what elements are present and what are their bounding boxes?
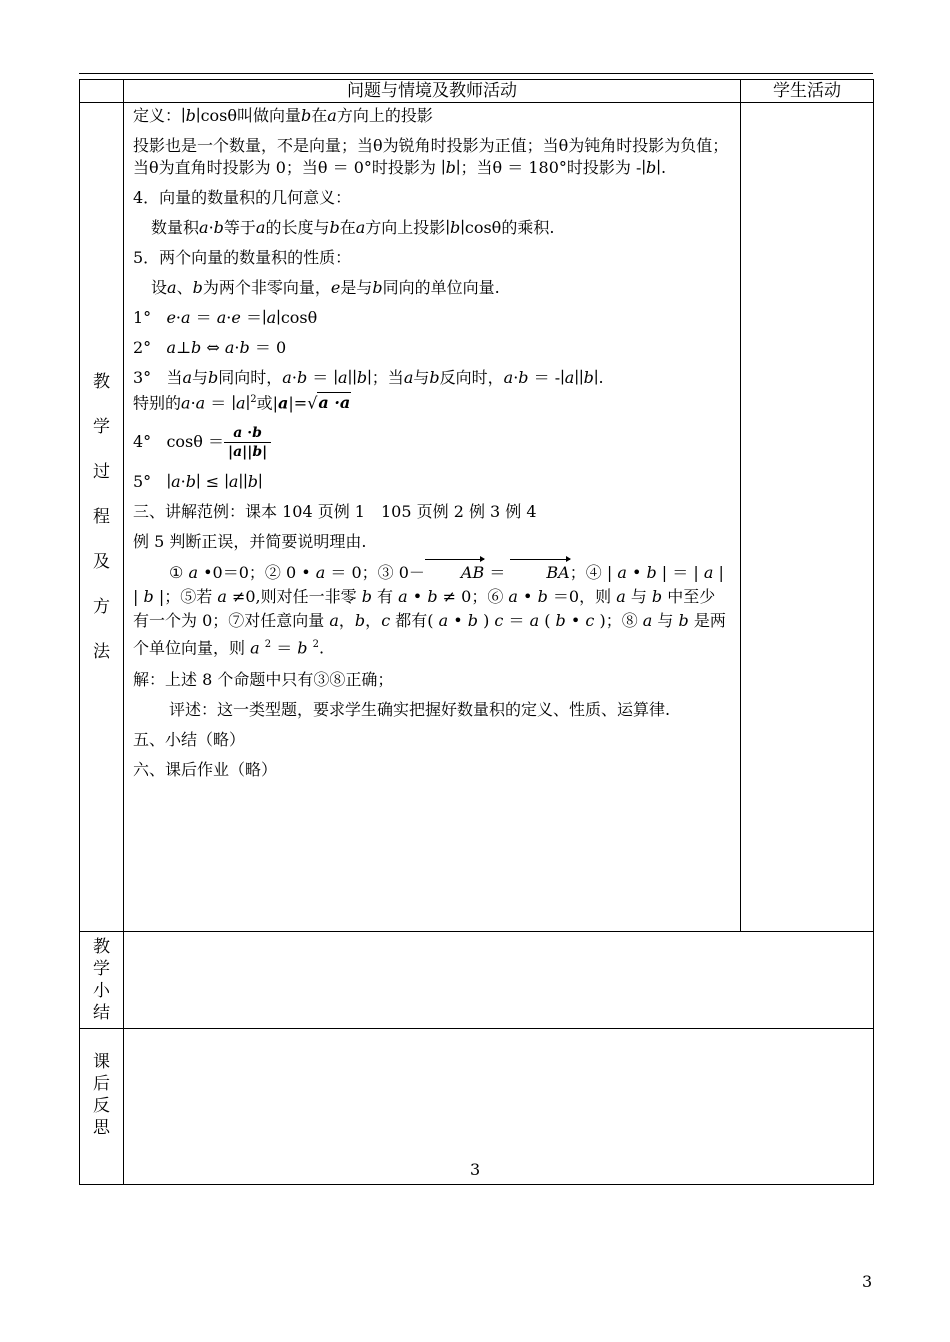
page-number-center: 3 — [470, 1160, 481, 1179]
lesson-plan-table — [79, 79, 874, 1185]
geometry-text: 数量积a·b等于a的长度与b在a方向上投影∣b∣cosθ的乘积. — [151, 218, 555, 237]
property-1: 1° e·a ＝ a·e ＝∣a∣cosθ — [133, 308, 318, 327]
header-main: 问题与情境及教师活动 — [124, 80, 741, 103]
property-4: 4° cosθ ＝ $\frac{a \cdot b}{|a||b|}$ — [133, 424, 730, 461]
header-row — [80, 80, 874, 103]
property-5: 5° ∣a·b∣ ≤ ∣a∣∣b∣ — [133, 472, 263, 492]
property-title: 5．两个向量的数量积的性质： — [133, 248, 352, 267]
geometry-title: 4．向量的数量积的几何意义： — [133, 188, 352, 207]
definition-line: 定义：∣b∣cosθ叫做向量b在a方向上的投影 — [133, 106, 433, 125]
side-label-reflection: 课 后 反 思 — [80, 1029, 124, 1185]
side-label-summary: 教 学 小 结 — [80, 932, 124, 1029]
summary-content-cell — [124, 932, 874, 1029]
side-label-process: 教 学 过 程 及 方 法 — [80, 103, 124, 932]
examples-line: 三、讲解范例：课本 104 页例 1 105 页例 2 例 3 例 4 — [133, 502, 537, 522]
homework-line: 六、课后作业（略） — [133, 759, 278, 779]
header-student: 学生活动 — [741, 80, 874, 103]
process-row — [80, 103, 874, 932]
property-intro: 设a、b为两个非零向量，e是与b同向的单位向量. — [151, 278, 500, 297]
student-activity-cell — [741, 103, 874, 932]
top-rule — [79, 73, 873, 74]
cos-fraction: $\frac{a \cdot b}{|a||b|}$ — [224, 424, 271, 461]
example5-items: ① a •0＝0；② 0 • a ＝ 0；③ 0－ AB ＝ BA；④ | a • b | ＝ | a | | b |；⑤若 a ≠0,则对任一非零 b 有 a • b ≠ 0；⑥ a • b ＝0，则 a 与 b 中至少有一个为 0；⑦对任意向量 a，b，c 都有( a • b ) c ＝ a ( b • c )；⑧ a 与 b 是两个单位向量，则 a $^2$ ＝ b $^2$. — [133, 563, 726, 658]
property-3: 3° 当a与b同向时，a·b ＝ ∣a∣∣b∣；当a与b反向时，a·b ＝ -∣a∣∣b∣. 特别的a·a ＝ ∣a∣$^2$或|a|=√a ·a — [133, 368, 604, 413]
summary-row — [80, 932, 874, 1029]
reflection-content-cell — [124, 1029, 874, 1185]
header-blank-cell — [80, 80, 124, 103]
summary-line: 五、小结（略） — [133, 729, 246, 749]
page-number-corner: 3 — [862, 1272, 873, 1291]
projection-paragraph: 投影也是一个数量，不是向量；当θ为锐角时投影为正值；当θ为钝角时投影为负值；当θ为直角时投影为 0；当θ ＝ 0°时投影为 ∣b∣；当θ ＝ 180°时投影为 -∣b∣. — [133, 136, 729, 177]
example5-title: 例 5 判断正误，并简要说明理由. — [133, 532, 367, 552]
process-content — [124, 103, 741, 932]
property-2: 2° a⊥b ⇔ a·b ＝ 0 — [133, 338, 287, 357]
solution-line: 解：上述 8 个命题中只有③⑧正确； — [133, 669, 394, 689]
comment-line: 评述：这一类型题，要求学生确实把握好数量积的定义、性质、运算律. — [169, 699, 671, 719]
